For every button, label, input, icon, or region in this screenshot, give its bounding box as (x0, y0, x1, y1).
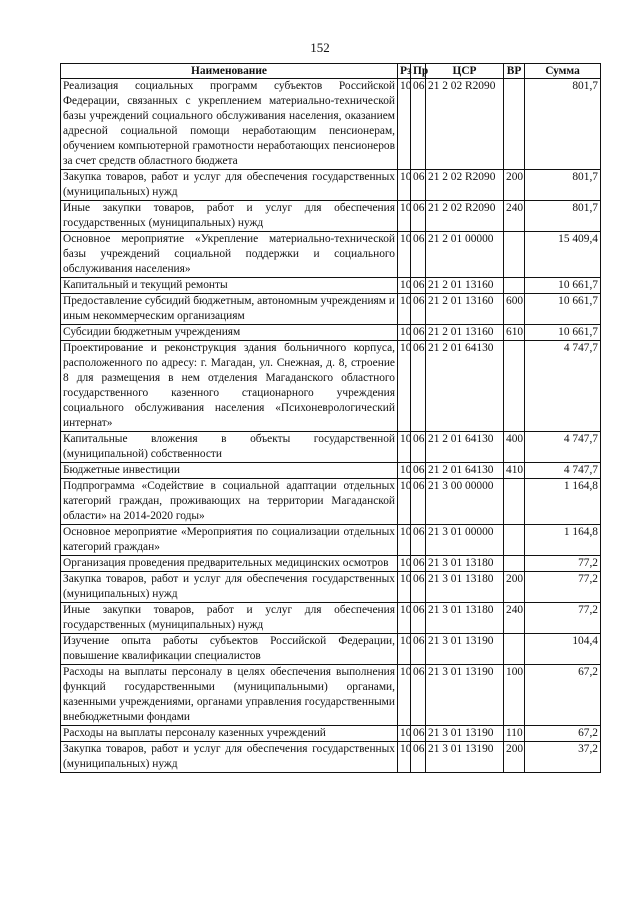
header-pr: Пр (411, 64, 426, 79)
cell-sum: 67,2 (525, 665, 601, 726)
cell-sum: 4 747,7 (525, 432, 601, 463)
cell-rz: 10 (398, 278, 411, 294)
cell-csr: 21 2 01 13160 (426, 278, 504, 294)
cell-pr: 06 (411, 525, 426, 556)
cell-vr (504, 79, 525, 170)
cell-sum: 4 747,7 (525, 341, 601, 432)
cell-name: Капитальные вложения в объекты государственной (муниципальной) собственности (61, 432, 398, 463)
cell-csr: 21 2 01 64130 (426, 341, 504, 432)
cell-vr: 400 (504, 432, 525, 463)
header-csr: ЦСР (426, 64, 504, 79)
cell-pr: 06 (411, 232, 426, 278)
cell-sum: 1 164,8 (525, 479, 601, 525)
cell-vr: 240 (504, 603, 525, 634)
cell-vr (504, 278, 525, 294)
cell-csr: 21 2 02 R2090 (426, 201, 504, 232)
cell-rz: 10 (398, 294, 411, 325)
cell-name: Закупка товаров, работ и услуг для обеспечения государственных (муниципальных) нужд (61, 170, 398, 201)
cell-vr (504, 634, 525, 665)
cell-rz: 10 (398, 634, 411, 665)
cell-pr: 06 (411, 79, 426, 170)
header-row (61, 64, 601, 79)
cell-sum: 10 661,7 (525, 325, 601, 341)
cell-pr: 06 (411, 742, 426, 773)
cell-name: Основное мероприятие «Укрепление материально-технической базы учреждений социальной поддержки и социального обслуживания населения» (61, 232, 398, 278)
cell-sum: 10 661,7 (525, 294, 601, 325)
table-row (61, 525, 601, 556)
cell-vr (504, 479, 525, 525)
header-vr: ВР (504, 64, 525, 79)
cell-name: Субсидии бюджетным учреждениям (61, 325, 398, 341)
cell-pr: 06 (411, 170, 426, 201)
cell-pr: 06 (411, 556, 426, 572)
cell-sum: 801,7 (525, 79, 601, 170)
cell-name: Иные закупки товаров, работ и услуг для обеспечения государственных (муниципальных) нужд (61, 201, 398, 232)
cell-rz: 10 (398, 603, 411, 634)
table-body (61, 79, 601, 773)
cell-rz: 10 (398, 556, 411, 572)
cell-name: Реализация социальных программ субъектов Российской Федерации, связанных с укреплением материально-технической базы учреждений социального обслуживания населения, оказанием адресной социальной помощи неработающим пенсионерам, обучением компьютерной грамотности неработающих пенсионеров за счет средств областного бюджета (61, 79, 398, 170)
cell-name: Расходы на выплаты персоналу казенных учреждений (61, 726, 398, 742)
cell-pr: 06 (411, 665, 426, 726)
table-row (61, 665, 601, 726)
cell-rz: 10 (398, 726, 411, 742)
cell-pr: 06 (411, 341, 426, 432)
header-rz: Рз (398, 64, 411, 79)
cell-pr: 06 (411, 603, 426, 634)
cell-pr: 06 (411, 634, 426, 665)
table-row (61, 463, 601, 479)
table-row (61, 341, 601, 432)
cell-name: Предоставление субсидий бюджетным, автономным учреждениям и иным некоммерческим организациям (61, 294, 398, 325)
cell-rz: 10 (398, 742, 411, 773)
cell-name: Изучение опыта работы субъектов Российской Федерации, повышение квалификации специалистов (61, 634, 398, 665)
cell-vr: 200 (504, 742, 525, 773)
cell-rz: 10 (398, 479, 411, 525)
cell-csr: 21 3 01 13190 (426, 742, 504, 773)
cell-vr (504, 556, 525, 572)
cell-rz: 10 (398, 525, 411, 556)
header-name: Наименование (61, 64, 398, 79)
cell-sum: 77,2 (525, 556, 601, 572)
cell-csr: 21 2 01 13160 (426, 294, 504, 325)
cell-sum: 37,2 (525, 742, 601, 773)
cell-csr: 21 3 01 13180 (426, 572, 504, 603)
cell-rz: 10 (398, 325, 411, 341)
cell-sum: 10 661,7 (525, 278, 601, 294)
cell-pr: 06 (411, 201, 426, 232)
cell-name: Подпрограмма «Содействие в социальной адаптации отдельных категорий граждан, проживающих на территории Магаданской области» на 2014-2020 годы» (61, 479, 398, 525)
cell-vr (504, 525, 525, 556)
cell-csr: 21 2 01 64130 (426, 432, 504, 463)
cell-pr: 06 (411, 572, 426, 603)
table-row (61, 603, 601, 634)
cell-name: Иные закупки товаров, работ и услуг для обеспечения государственных (муниципальных) нужд (61, 603, 398, 634)
cell-csr: 21 2 02 R2090 (426, 79, 504, 170)
cell-name: Закупка товаров, работ и услуг для обеспечения государственных (муниципальных) нужд (61, 572, 398, 603)
cell-rz: 10 (398, 572, 411, 603)
cell-sum: 4 747,7 (525, 463, 601, 479)
table-row (61, 201, 601, 232)
cell-pr: 06 (411, 726, 426, 742)
page-number: 152 (310, 40, 330, 55)
cell-vr: 200 (504, 572, 525, 603)
cell-pr: 06 (411, 463, 426, 479)
cell-rz: 10 (398, 79, 411, 170)
table-row (61, 170, 601, 201)
cell-vr: 610 (504, 325, 525, 341)
cell-csr: 21 2 02 R2090 (426, 170, 504, 201)
cell-pr: 06 (411, 294, 426, 325)
table-row (61, 479, 601, 525)
cell-csr: 21 3 01 13190 (426, 726, 504, 742)
cell-csr: 21 3 01 13190 (426, 634, 504, 665)
cell-vr: 240 (504, 201, 525, 232)
table-row (61, 742, 601, 773)
cell-rz: 10 (398, 432, 411, 463)
cell-sum: 1 164,8 (525, 525, 601, 556)
cell-rz: 10 (398, 170, 411, 201)
table-row (61, 432, 601, 463)
cell-rz: 10 (398, 341, 411, 432)
cell-vr: 600 (504, 294, 525, 325)
table-row (61, 726, 601, 742)
table-row (61, 572, 601, 603)
cell-vr: 410 (504, 463, 525, 479)
header-sum: Сумма (525, 64, 601, 79)
cell-vr (504, 232, 525, 278)
cell-csr: 21 3 01 13190 (426, 665, 504, 726)
cell-sum: 77,2 (525, 603, 601, 634)
cell-csr: 21 3 01 13180 (426, 556, 504, 572)
table-row (61, 294, 601, 325)
table-row (61, 278, 601, 294)
cell-csr: 21 3 00 00000 (426, 479, 504, 525)
cell-name: Проектирование и реконструкция здания больничного корпуса, расположенного по адресу: г. Магадан, ул. Снежная, д. 8, строение 8 для размещения в нем отделения Магаданского областного государственного казенного стационарного учреждения социального обслуживания населения «Психоневрологический интернат» (61, 341, 398, 432)
cell-vr: 100 (504, 665, 525, 726)
cell-csr: 21 3 01 00000 (426, 525, 504, 556)
table-header (61, 64, 601, 79)
table-row (61, 79, 601, 170)
cell-csr: 21 3 01 13180 (426, 603, 504, 634)
cell-name: Организация проведения предварительных медицинских осмотров (61, 556, 398, 572)
cell-name: Закупка товаров, работ и услуг для обеспечения государственных (муниципальных) нужд (61, 742, 398, 773)
budget-table (60, 63, 601, 773)
cell-sum: 801,7 (525, 170, 601, 201)
cell-vr (504, 341, 525, 432)
cell-rz: 10 (398, 201, 411, 232)
cell-csr: 21 2 01 64130 (426, 463, 504, 479)
cell-rz: 10 (398, 463, 411, 479)
cell-rz: 10 (398, 232, 411, 278)
cell-rz: 10 (398, 665, 411, 726)
cell-vr: 200 (504, 170, 525, 201)
cell-name: Капитальный и текущий ремонты (61, 278, 398, 294)
cell-pr: 06 (411, 432, 426, 463)
cell-sum: 77,2 (525, 572, 601, 603)
cell-pr: 06 (411, 325, 426, 341)
cell-vr: 110 (504, 726, 525, 742)
cell-sum: 104,4 (525, 634, 601, 665)
cell-name: Расходы на выплаты персоналу в целях обеспечения выполнения функций государственными (муниципальными) органами, казенными учреждениями, органами управления государственными внебюджетными фондами (61, 665, 398, 726)
table-row (61, 634, 601, 665)
table-row (61, 556, 601, 572)
cell-csr: 21 2 01 13160 (426, 325, 504, 341)
cell-pr: 06 (411, 278, 426, 294)
table-row (61, 232, 601, 278)
cell-name: Бюджетные инвестиции (61, 463, 398, 479)
cell-pr: 06 (411, 479, 426, 525)
cell-sum: 15 409,4 (525, 232, 601, 278)
cell-csr: 21 2 01 00000 (426, 232, 504, 278)
table-row (61, 325, 601, 341)
cell-sum: 67,2 (525, 726, 601, 742)
cell-name: Основное мероприятие «Мероприятия по социализации отдельных категорий граждан» (61, 525, 398, 556)
cell-sum: 801,7 (525, 201, 601, 232)
